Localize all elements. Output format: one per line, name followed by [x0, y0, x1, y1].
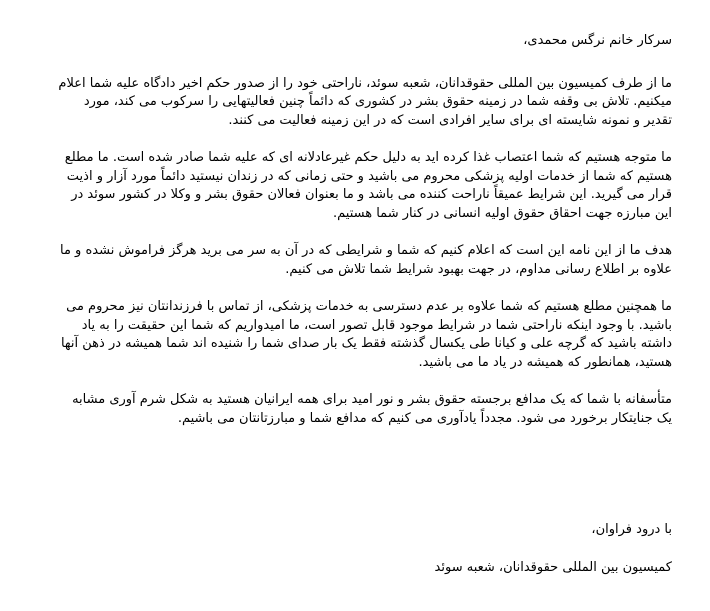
paragraph-3: هدف ما از این نامه این است که اعلام کنیم که شما و شرایطی که در آن به سر می برید هرگز فراموش نشده و ما علاوه بر اطلاع رسانی مداوم، در جهت بهبود شرایط شما تلاش می کنیم.	[60, 243, 672, 277]
salutation: سرکار خانم نرگس محمدی،	[523, 33, 672, 48]
paragraph-1: ما از طرف کمیسیون بین المللی حقوقدانان، شعبه سوئد، ناراحتی خود را از صدور حکم اخیر دادگاه علیه شما اعلام میکنیم. تلاش بی وقفه شما در زمینه حقوق بشر در کشوری که دائماً چنین فعالیتهایی را سرکوب می کند، مورد تقدیر و نمونه شایسته ای برای سایر افرادی است که در این زمینه فعالیت می کنند.	[58, 75, 672, 128]
paragraph-4: ما همچنین مطلع هستیم که شما علاوه بر عدم دسترسی به خدمات پزشکی، از تماس با فرزندانتان نیز محروم می باشید. با وجود اینکه ناراحتی شما در شرایط موجود قابل تصور است، ما امیدواریم که شما این حقیقت را به یاد داشته باشید که گرچه علی و کیانا طی یکسال گذشته فقط یک بار صدای شما را شنیده اند شما همیشه در ذهن آنها هستید، همانطور که همیشه در یاد ما می باشید.	[60, 299, 672, 370]
letter-body	[54, 32, 672, 447]
paragraph-2: ما متوجه هستیم که شما اعتصاب غذا کرده اید به دلیل حکم غیرعادلانه ای که علیه شما صادر شده است. ما مطلع هستیم که شما از خدمات اولیه پزشکی محروم می باشید و حتی زمانی که در زندان نیستید دائماً مورد آزار و اذیت قرار می گیرید. این شرایط عمیقاً ناراحت کننده می باشد و ما بعنوان فعالان حقوق بشر و وکلا در کشور سوئد در این مبارزه جهت احقاق حقوق اولیه انسانی در کنار شما هستیم.	[64, 150, 672, 221]
paragraph-5: متأسفانه با شما که یک مدافع برجسته حقوق بشر و نور امید برای همه ایرانیان هستید به شکل شرم آوری مشابه یک جنایتکار برخورد می شود. مجدداً یادآوری می کنیم که مدافع شما و مبارزتانتان می باشیم.	[72, 392, 672, 426]
closing-block	[52, 521, 672, 577]
closing-greeting: با درود فراوان،	[591, 522, 672, 537]
signature: کمیسیون بین المللی حقوقدانان، شعبه سوئد	[434, 559, 672, 575]
